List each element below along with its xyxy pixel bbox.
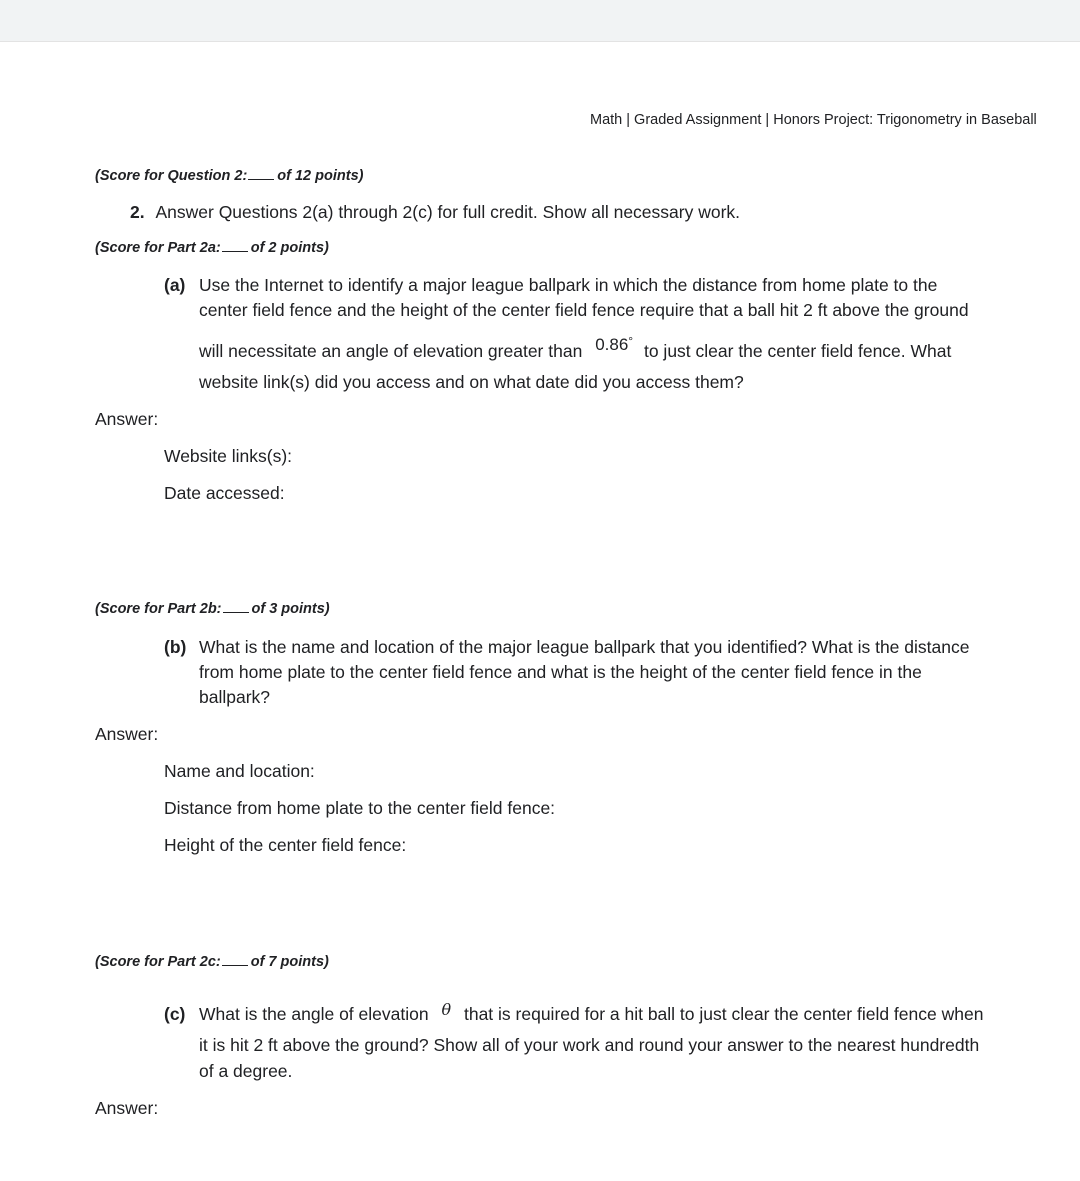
part-a-line-2: center field fence and the height of the center field fence require that a ball hit 2 ft above the ground <box>199 300 969 320</box>
fence-height-field: Height of the center field fence: <box>164 835 407 855</box>
score-blank <box>222 239 248 252</box>
angle-value: 0.86 <box>595 335 629 354</box>
question-text: Answer Questions 2(a) through 2(c) for full credit. Show all necessary work. <box>155 202 741 222</box>
part-b-label: (b) <box>164 637 187 657</box>
part-b-line-1: What is the name and location of the major league ballpark that you identified? What is the distance <box>199 637 970 657</box>
document-header: Math | Graded Assignment | Honors Project: Trigonometry in Baseball <box>590 112 1037 128</box>
part-b-line-2: from home plate to the center field fence and what is the height of the center field fence in the <box>199 662 922 682</box>
score-prefix: (Score for Part 2b: <box>95 601 222 617</box>
score-blank <box>248 167 274 180</box>
part-a-line-4: website link(s) did you access and on what date did you access them? <box>199 372 744 392</box>
score-suffix: of 2 points) <box>250 240 329 256</box>
score-suffix: of 12 points) <box>277 168 364 184</box>
question-2-score <box>95 167 363 184</box>
theta-symbol: θ <box>441 1000 452 1019</box>
part-2a-score <box>95 239 329 256</box>
score-blank <box>222 953 248 966</box>
part-c-line-2: it is hit 2 ft above the ground? Show all of your work and round your answer to the nearest hundredth <box>199 1035 980 1055</box>
part-c-line-1 <box>199 1000 984 1025</box>
score-suffix: of 7 points) <box>250 954 329 970</box>
degree-symbol: ° <box>628 334 634 348</box>
part-b-line-3: ballpark? <box>199 687 271 707</box>
part-c-line-3: of a degree. <box>199 1061 293 1081</box>
part-a-line-3-end: to just clear the center field fence. What <box>643 341 952 361</box>
score-prefix: (Score for Question 2: <box>95 168 248 184</box>
part-a-answer-label: Answer: <box>95 409 159 429</box>
distance-field: Distance from home plate to the center field fence: <box>164 798 556 818</box>
score-blank <box>223 600 249 613</box>
part-c-line-1-end: that is required for a hit ball to just clear the center field fence when <box>463 1004 984 1024</box>
date-accessed-field: Date accessed: <box>164 483 285 503</box>
score-prefix: (Score for Part 2a: <box>95 240 221 256</box>
part-c-label: (c) <box>164 1004 186 1024</box>
part-c-answer-label: Answer: <box>95 1098 159 1118</box>
question-number: 2. <box>130 202 145 222</box>
score-prefix: (Score for Part 2c: <box>95 954 221 970</box>
website-links-field: Website links(s): <box>164 446 293 466</box>
part-a-label: (a) <box>164 275 186 295</box>
viewer-toolbar <box>0 0 1080 42</box>
question-2-prompt <box>130 202 740 223</box>
part-a-line-1: Use the Internet to identify a major league ballpark in which the distance from home plate to the <box>199 275 938 295</box>
name-location-field: Name and location: <box>164 761 315 781</box>
part-a-line-3 <box>199 334 952 362</box>
part-c-line-1-start: What is the angle of elevation <box>199 1004 429 1024</box>
part-a-line-3-start: will necessitate an angle of elevation greater than <box>199 341 583 361</box>
part-2b-score <box>95 600 330 617</box>
part-b-answer-label: Answer: <box>95 724 159 744</box>
score-suffix: of 3 points) <box>251 601 330 617</box>
part-2c-score <box>95 953 329 970</box>
